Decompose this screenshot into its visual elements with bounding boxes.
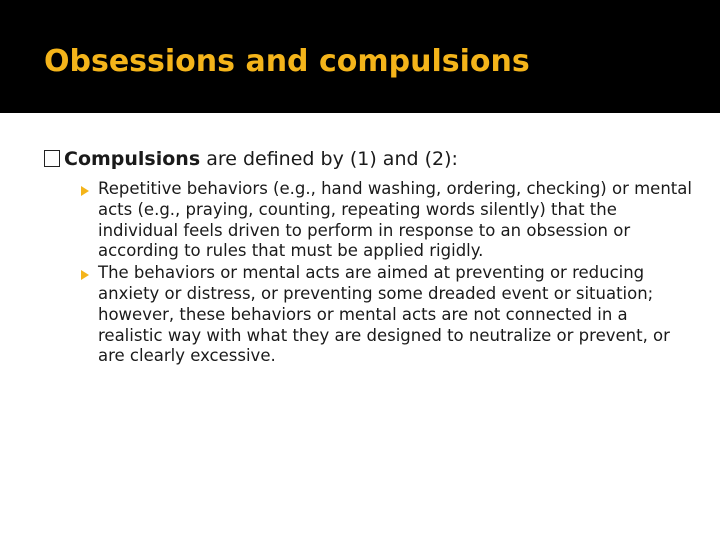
main-bullet bbox=[44, 145, 694, 173]
main-bullet-text: are defined by (1) and (2): bbox=[200, 148, 458, 170]
title-bar bbox=[0, 0, 720, 113]
slide-title: Obsessions and compulsions bbox=[44, 44, 530, 79]
sub-bullet-list bbox=[44, 179, 694, 367]
sub-bullet-text: The behaviors or mental acts are aimed at preventing or reducing anxiety or distress, or preventing some dreaded event or situation; however, these behaviors or mental acts are not connected in a realistic way with what they are designed to neutralize or prevent, or are clearly excessive. bbox=[98, 263, 670, 366]
triangle-bullet-icon bbox=[81, 186, 89, 196]
sub-bullet bbox=[44, 263, 694, 367]
main-bullet-term: Compulsions bbox=[64, 148, 201, 170]
sub-bullet bbox=[44, 179, 694, 262]
sub-bullet-text: Repetitive behaviors (e.g., hand washing, ordering, checking) or mental acts (e.g., praying, counting, repeating words silently) that the individual feels driven to perform in response to an obsession or according to rules that must be applied rigidly. bbox=[98, 179, 692, 261]
slide-content bbox=[44, 145, 694, 368]
square-bullet-icon bbox=[44, 150, 60, 167]
triangle-bullet-icon bbox=[81, 270, 89, 280]
